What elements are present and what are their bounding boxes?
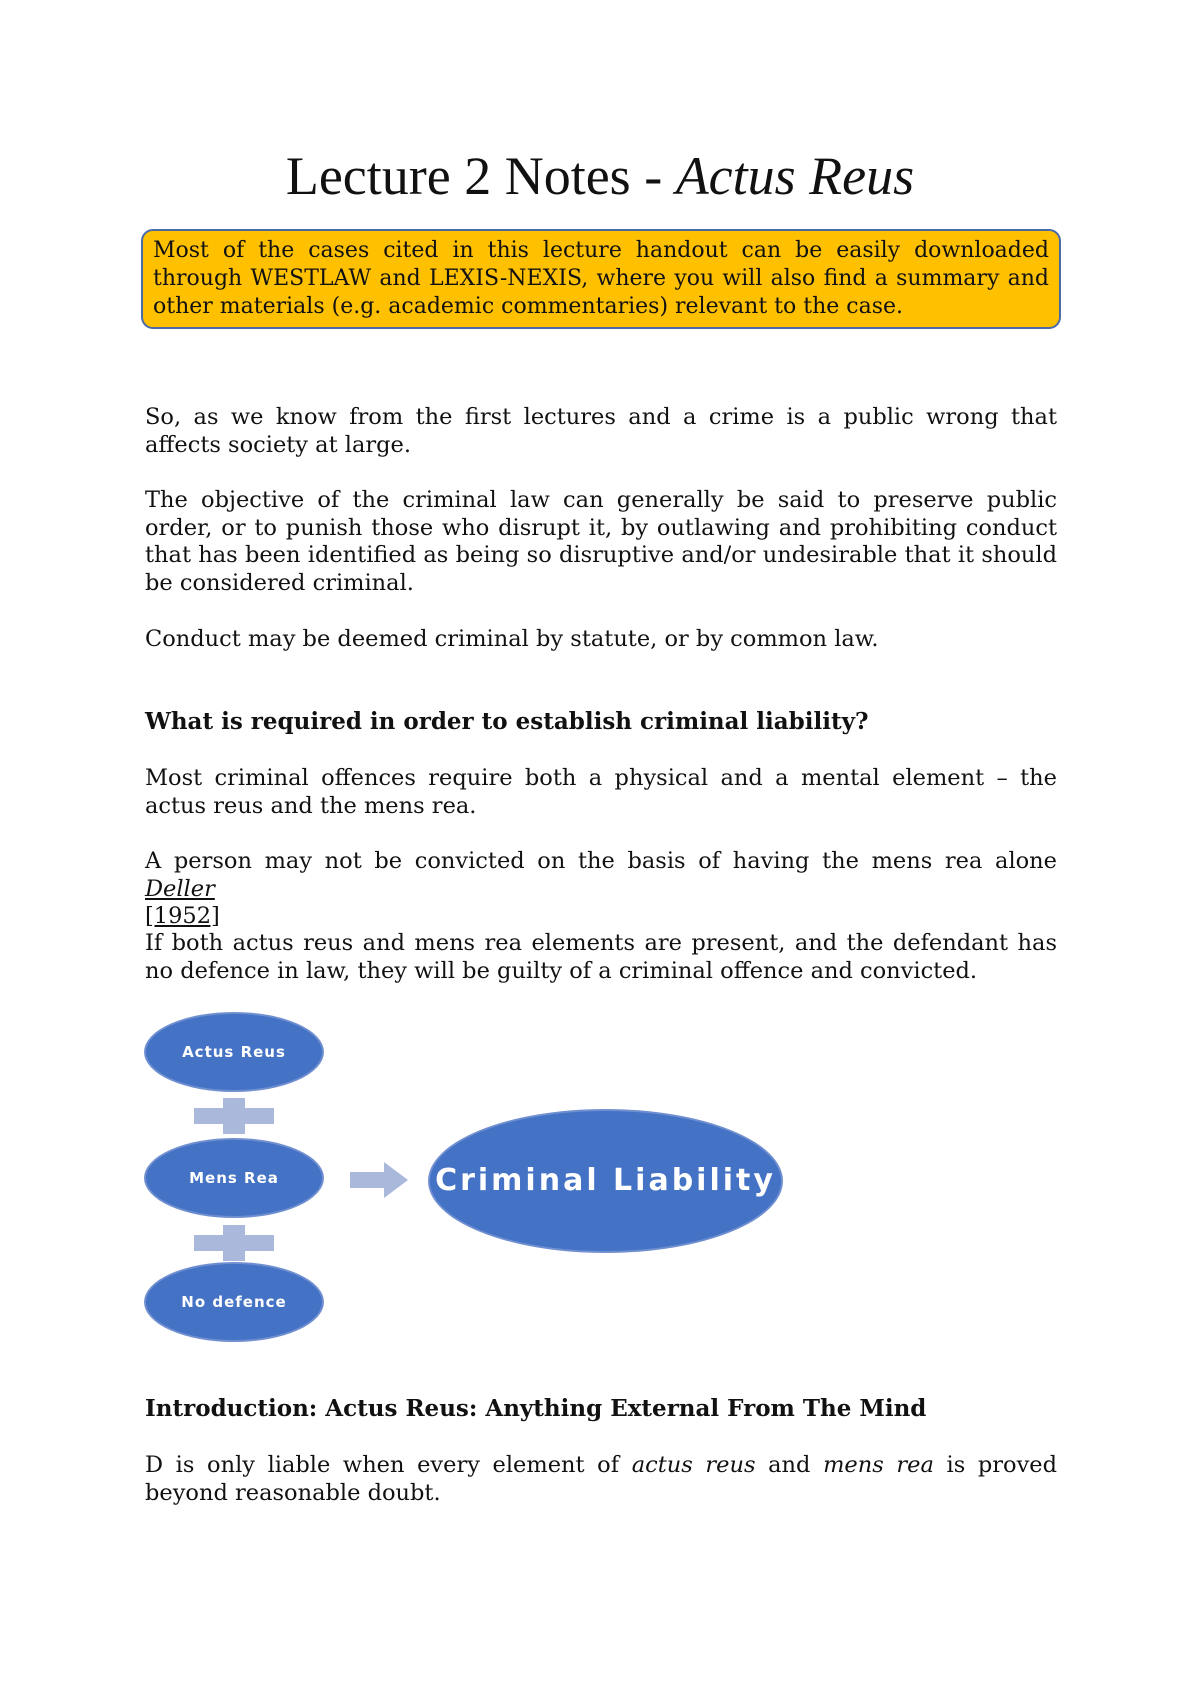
title-main: Lecture 2 Notes - [285,146,676,206]
node-criminal-liability: Criminal Liability [428,1109,783,1253]
intro-paragraph-3: Conduct may be deemed criminal by statute, or by common law. [145,626,879,652]
notice-box: Most of the cases cited in this lecture handout can be easily downloaded through WESTLAW and LEXIS-NEXIS, where you will also find a summary and other materials (e.g. academic commentaries) relevant to the case. [141,229,1061,329]
arrow-right-icon [350,1162,410,1198]
term-actus-reus: actus reus [631,1452,756,1478]
section-heading-introduction: Introduction: Actus Reus: Anything External From The Mind [145,1395,927,1422]
intro-paragraph-2: The objective of the criminal law can generally be said to preserve public order, or to punish those who disrupt it, by outlawing and prohibiting conduct that has been identified as being so disruptive and/or undesirable that it should be considered criminal. [145,487,1057,596]
liability-diagram [140,1012,800,1342]
introduction-text-e: is proved beyond reasonable doubt. [145,1452,1057,1506]
title-italic: Actus Reus [675,146,915,206]
plus-connector-1-vertical [223,1098,245,1134]
case-citation-deller: Deller [145,875,215,902]
liability-paragraph-2-text: A person may not be convicted on the basis of having the mens rea alone [145,848,1057,874]
node-no-defence: No defence [144,1262,324,1342]
liability-paragraph-1: Most criminal offences require both a physical and a mental element – the actus reus and the mens rea. [145,765,1057,819]
liability-paragraph-2 [145,848,1057,931]
introduction-paragraph [145,1452,1057,1507]
section-heading-liability: What is required in order to establish criminal liability? [145,708,869,735]
introduction-text-a: D is only liable when every element of [145,1452,632,1478]
term-mens-rea: mens rea [823,1452,934,1478]
introduction-text-c: and [755,1452,824,1478]
case-year: [1952] [145,903,220,929]
liability-paragraph-3: If both actus reus and mens rea elements are present, and the defendant has no defence in law, they will be guilty of a criminal offence and convicted. [145,930,1057,984]
intro-paragraph-1: So, as we know from the first lectures and a crime is a public wrong that affects society at large. [145,404,1057,458]
plus-connector-2-vertical [223,1225,245,1261]
node-actus-reus: Actus Reus [144,1012,324,1092]
node-mens-rea: Mens Rea [144,1138,324,1218]
page-title [0,146,1200,206]
